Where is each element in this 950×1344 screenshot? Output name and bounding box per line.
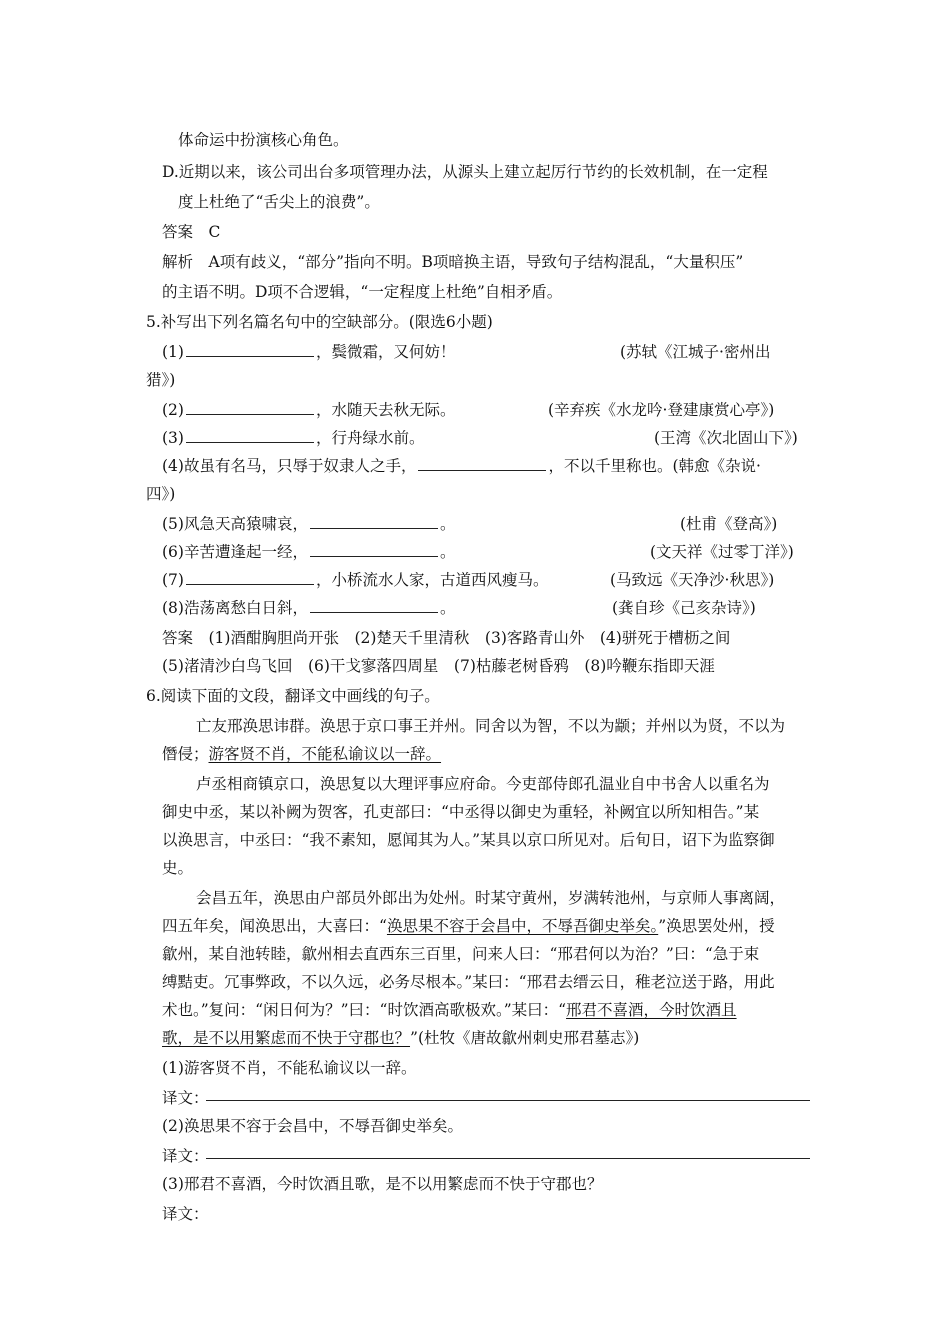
q5-item-2: (2) ，水随天去秋无际。 bbox=[162, 401, 456, 419]
q5-item-6-source: (文天祥《过零丁洋》) bbox=[650, 543, 794, 561]
q5-item-3: (3) ，行舟绿水前。 bbox=[162, 429, 425, 447]
passage-p3-line5: 术也。”复问：“闲日何为？”曰：“时饮酒高歌极欢。”某曰：“邢君不喜酒，今时饮酒且 bbox=[162, 1001, 737, 1019]
answer-blank[interactable] bbox=[310, 514, 438, 529]
q5-answer-line2: (5)渚清沙白鸟飞回 (6)干戈寥落四周星 (7)枯藤老树昏鸦 (8)吟鞭东指即天涯 bbox=[162, 657, 715, 675]
sub-question-3: (3)邢君不喜酒，今时饮酒且歌，是不以用繁虑而不快于守郡也？ bbox=[162, 1175, 603, 1193]
q5-item-6: (6)辛苦遭逢起一经， 。 bbox=[162, 543, 456, 561]
answer-blank[interactable] bbox=[310, 598, 438, 613]
option-c-continuation: 体命运中扮演核心角色。 bbox=[178, 131, 349, 149]
q5-answer-line1: 答案 (1)酒酣胸胆尚开张 (2)楚天千里清秋 (3)客路青山外 (4)骈死于槽枥之间 bbox=[162, 629, 731, 647]
passage-p1-line2: 僭侵；游客贤不肖，不能私谕议以一辞。 bbox=[162, 745, 442, 763]
q5-item-7: (7) ，小桥流水人家，古道西风瘦马。 bbox=[162, 571, 549, 589]
translation-label-1: 译文： bbox=[162, 1089, 209, 1107]
answer-blank[interactable] bbox=[186, 428, 314, 443]
underlined-sentence-2: 涣思果不容于会昌中，不辱吾御史举矣。 bbox=[386, 917, 659, 935]
q5-item-5: (5)风急天高猿啸哀， 。 bbox=[162, 515, 456, 533]
q5-item-7-source: (马致远《天净沙·秋思》) bbox=[610, 571, 775, 589]
q5-item-4-source-cont: 四》) bbox=[146, 485, 176, 503]
q5-item-3-source: (王湾《次北固山下》) bbox=[654, 429, 798, 447]
option-d-line1: D.近期以来，该公司出台多项管理办法，从源头上建立起厉行节约的长效机制，在一定程 bbox=[162, 163, 768, 181]
q5-item-8: (8)浩荡离愁白日斜， 。 bbox=[162, 599, 456, 617]
underlined-sentence-3a: 邢君不喜酒，今时饮酒且 bbox=[566, 1001, 737, 1019]
answer-blank[interactable] bbox=[418, 456, 546, 471]
sub-question-1: (1)游客贤不肖，不能私谕议以一辞。 bbox=[162, 1059, 417, 1077]
passage-p3-line2: 四五年矣，闻涣思出，大喜曰：“涣思果不容于会昌中，不辱吾御史举矣。”涣思罢处州，授 bbox=[162, 917, 775, 935]
passage-p2-line2: 御史中丞，某以补阙为贺客，孔吏部曰：“中丞得以御史为重轻，补阙宜以所知相告。”某 bbox=[162, 803, 760, 821]
q5-item-2-source: (辛弃疾《水龙吟·登建康赏心亭》) bbox=[548, 401, 775, 419]
answer-blank[interactable] bbox=[186, 342, 314, 357]
passage-p3-line6: 歌，是不以用繁虑而不快于守郡也？”(杜牧《唐故歙州刺史邢君墓志》) bbox=[162, 1029, 640, 1047]
underlined-sentence-3b: 歌，是不以用繁虑而不快于守郡也？ bbox=[162, 1029, 411, 1047]
passage-p1-line1: 亡友邢涣思讳群。涣思于京口事王并州。同舍以为智，不以为颛；并州以为贤，不以为 bbox=[196, 717, 786, 735]
q5-item-1-source-cont: 猎》) bbox=[146, 371, 176, 389]
passage-p3-line1: 会昌五年，涣思由户部员外郎出为处州。时某守黄州，岁满转池州，与京师人事离阔， bbox=[196, 889, 786, 907]
q5-item-1-source: (苏轼《江城子·密州出 bbox=[620, 343, 771, 361]
passage-p3-line3: 歙州，某自池转睦，歙州相去直西东三百里，问来人曰：“邢君何以为治？”曰：“急于束 bbox=[162, 945, 760, 963]
answer-blank[interactable] bbox=[310, 542, 438, 557]
answer-blank[interactable] bbox=[186, 570, 314, 585]
q4-analysis-line2: 的主语不明。D项不合逻辑，“一定程度上杜绝”自相矛盾。 bbox=[162, 283, 563, 301]
passage-p2-line3: 以涣思言，中丞曰：“我不素知，愿闻其为人。”某具以京口所见对。后旬日，诏下为监察御 bbox=[162, 831, 775, 849]
q5-item-8-source: (龚自珍《己亥杂诗》) bbox=[612, 599, 756, 617]
q4-analysis-line1: 解析 A项有歧义，“部分”指向不明。B项暗换主语，导致句子结构混乱，“大量积压” bbox=[162, 253, 744, 271]
passage-p2-line4: 史。 bbox=[162, 859, 194, 877]
translation-answer-line-1[interactable] bbox=[206, 1100, 810, 1101]
q5-item-5-source: (杜甫《登高》) bbox=[680, 515, 778, 533]
q5-title: 5.补写出下列名篇名句中的空缺部分。(限选6小题) bbox=[146, 313, 493, 331]
translation-label-2: 译文： bbox=[162, 1147, 209, 1165]
q5-item-4: (4)故虽有名马，只辱于奴隶人之手， ，不以千里称也。(韩愈《杂说· bbox=[162, 457, 761, 475]
option-d-line2: 度上杜绝了“舌尖上的浪费”。 bbox=[178, 193, 380, 211]
passage-p3-line4: 缚黠吏。冗事弊政，不以久远，必务尽根本。”某曰：“邢君去缙云日，稚老泣送于路，用此 bbox=[162, 973, 775, 991]
translation-answer-line-2[interactable] bbox=[206, 1158, 810, 1159]
sub-question-2: (2)涣思果不容于会昌中，不辱吾御史举矣。 bbox=[162, 1117, 463, 1135]
q5-item-1: (1) ，鬓微霜，又何妨！ bbox=[162, 343, 456, 361]
passage-p2-line1: 卢丞相商镇京口，涣思复以大理评事应府命。今吏部侍郎孔温业自中书舍人以重名为 bbox=[196, 775, 770, 793]
translation-label-3: 译文： bbox=[162, 1205, 209, 1223]
underlined-sentence-1: 游客贤不肖，不能私谕议以一辞。 bbox=[208, 745, 442, 763]
answer-blank[interactable] bbox=[186, 400, 314, 415]
q6-title: 6.阅读下面的文段，翻译文中画线的句子。 bbox=[146, 687, 440, 705]
q4-answer: 答案 C bbox=[162, 223, 221, 241]
